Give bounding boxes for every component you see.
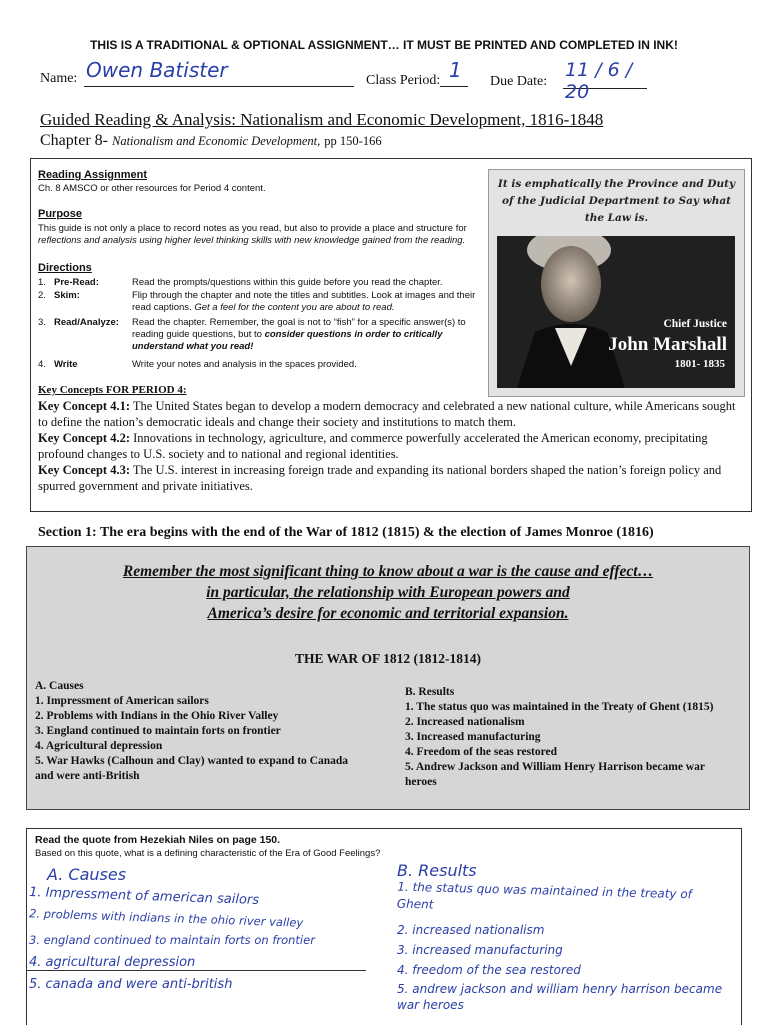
key-concept-4-1: Key Concept 4.1: The United States began to develop a modern democracy and celebrated a new national culture, while Americans sought to define the nation’s democratic ideals and change their society and institutions to match them. [38, 399, 736, 429]
hand-cause-item: 5. canada and were anti-british [29, 977, 233, 992]
question-prompt-1: Read the quote from Hezekiah Niles on page 150. [35, 834, 281, 846]
purpose-text-2: reflections and analysis using higher level thinking skills with new knowledge gained from the reading. [38, 235, 466, 246]
name-field[interactable] [84, 58, 354, 87]
causes-list [35, 679, 365, 784]
chapter-italic: Nationalism and Economic Development, [111, 134, 321, 148]
hand-causes-heading: A. Causes [47, 865, 127, 884]
due-date-value: 11 / 6 / 20 [565, 59, 633, 103]
purpose-text-1: This guide is not only a place to record notes as you read, but also to provide a place and structure for [38, 223, 467, 234]
purpose-heading: Purpose [38, 208, 83, 220]
chapter-pages: pp 150-166 [324, 134, 382, 148]
reading-heading: Reading Assignment [38, 169, 147, 181]
section-1-heading: Section 1: The era begins with the end of the War of 1812 (1815) & the election of James Monroe (1816) [38, 525, 654, 540]
marshall-quote: It is emphatically the Province and Duty of the Judicial Department to Say what the Law is. [497, 178, 736, 224]
cause-item: 5. War Hawks (Calhoun and Clay) wanted to expand to Canada and were anti-British [35, 755, 349, 782]
cause-item: 3. England continued to maintain forts on frontier [35, 725, 281, 737]
key-concepts-heading: Key Concepts FOR PERIOD 4: [38, 384, 187, 396]
result-item: 4. Freedom of the seas restored [405, 746, 558, 758]
hand-result-item: 4. freedom of the sea restored [397, 963, 581, 977]
hand-result-item: 3. increased manufacturing [397, 943, 563, 957]
war-1812-box [26, 546, 750, 810]
hand-cause-item: 3. england continued to maintain forts on frontier [29, 933, 315, 947]
direction-2: 2. Skim: Flip through the chapter and note the titles and subtitles. Look at images and their read captions. Get a feel for the content you are about to read. [38, 290, 476, 313]
remember-line-1: Remember the most significant thing to know about a war is the cause and effect… [122, 563, 654, 580]
class-period-value: 1 [449, 58, 462, 82]
results-list [405, 685, 735, 790]
portrait-caption-name: John Marshall [608, 334, 727, 355]
hand-cause-item: 4. agricultural depression [29, 955, 196, 970]
assignment-banner: THIS IS A TRADITIONAL & OPTIONAL ASSIGNMENT… IT MUST BE PRINTED AND COMPLETED IN INK! [90, 38, 678, 52]
remember-line-2: in particular, the relationship with European powers and [206, 584, 570, 601]
result-item: 3. Increased manufacturing [405, 731, 541, 743]
cause-item: 4. Agricultural depression [35, 740, 163, 752]
remember-line-3: America’s desire for economic and territorial expansion. [207, 605, 569, 622]
hand-result-item: 5. andrew jackson and william henry harrison became war heroes [397, 982, 723, 1012]
chapter-subtitle [40, 132, 382, 150]
result-item: 5. Andrew Jackson and William Henry Harrison became war heroes [405, 761, 705, 788]
hand-cause-item: 1. Impressment of american sailors [28, 884, 260, 909]
hand-result-item: 2. increased nationalism [397, 923, 545, 937]
due-date-field[interactable] [563, 59, 647, 103]
reading-text: Ch. 8 AMSCO or other resources for Period 4 content. [38, 183, 266, 194]
key-concept-4-2: Key Concept 4.2: Innovations in technology, agriculture, and commerce powerfully accelerated the American economy, precipitating profound changes to U.S. society and to national and regional identities. [38, 431, 708, 461]
portrait-caption-dates: 1801- 1835 [674, 358, 725, 370]
marshall-portrait [497, 236, 735, 388]
hand-cause-item: 2. problems with indians in the ohio river valley [28, 906, 304, 930]
question-prompt-2: Based on this quote, what is a defining characteristic of the Era of Good Feelings? [35, 848, 381, 859]
hand-result-item: 1. the status quo was maintained in the treaty of Ghent [396, 879, 693, 912]
page-title: Guided Reading & Analysis: Nationalism and Economic Development, 1816-1848 [40, 110, 604, 129]
chapter-prefix: Chapter 8- [40, 132, 108, 149]
direction-3: 3. Read/Analyze: Read the chapter. Remember, the goal is not to “fish” for a specific answer(s) to reading guide questions, but to consider questions in order to critically understand what you read! [38, 317, 466, 352]
cause-item: 1. Impressment of American sailors [35, 695, 209, 707]
name-label: Name: [40, 71, 78, 86]
key-concept-4-3: Key Concept 4.3: The U.S. interest in increasing foreign trade and expanding its national borders shaped the nation’s foreign policy and spurred government and private initiatives. [38, 463, 722, 493]
due-date-label: Due Date: [490, 74, 548, 89]
intro-box [30, 158, 752, 512]
war-title: THE WAR OF 1812 (1812-1814) [294, 651, 481, 666]
class-period-field[interactable] [440, 58, 468, 87]
result-item: 2. Increased nationalism [405, 716, 525, 728]
question-box[interactable] [26, 828, 742, 1025]
directions-heading: Directions [38, 262, 92, 274]
cause-item: 2. Problems with Indians in the Ohio River Valley [35, 710, 279, 722]
marshall-panel [488, 169, 745, 397]
results-heading: B. Results [405, 686, 455, 698]
name-value: Owen Batister [86, 58, 228, 82]
direction-4: 4. Write Write your notes and analysis in the spaces provided. [38, 359, 357, 370]
answer-line [26, 970, 366, 971]
direction-1: 1. Pre-Read: Read the prompts/questions within this guide before you read the chapter. [38, 277, 443, 288]
class-period-label: Class Period: [366, 73, 441, 88]
hand-results-heading: B. Results [397, 861, 477, 880]
result-item: 1. The status quo was maintained in the Treaty of Ghent (1815) [405, 701, 714, 713]
causes-heading: A. Causes [35, 680, 84, 692]
portrait-caption-title: Chief Justice [663, 318, 727, 330]
